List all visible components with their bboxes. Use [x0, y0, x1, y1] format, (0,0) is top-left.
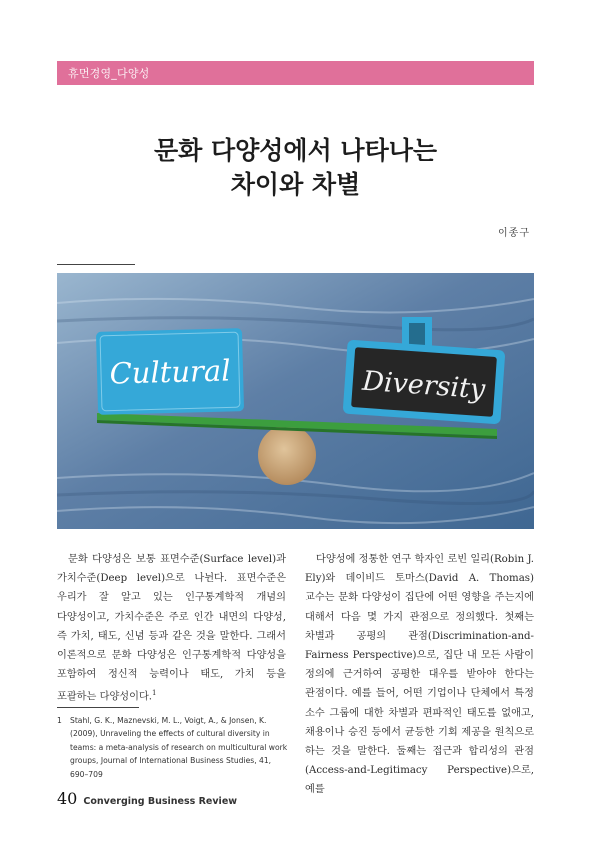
footnote-divider [57, 707, 139, 708]
wooden-fulcrum [258, 425, 316, 485]
left-column [57, 550, 286, 707]
cultural-sign-text: Cultural [109, 353, 231, 391]
page-footer [57, 789, 237, 808]
footnote-text: Stahl, G. K., Maznevski, M. L., Voigt, A., & Jonsen, K. (2009), Unraveling the effects of cultural diversity in teams: a meta-analysis of research on multicultural work groups, Journal of International Business Studies, 41, 690–709 [70, 716, 288, 779]
left-paragraph-text: 문화 다양성은 보통 표면수준(Surface level)과 가치수준(Deep level)으로 나뉜다. 표면수준은 우리가 잘 알고 있는 인구통계학적 개념의 다양성이고, 가치수준은 주로 인간 내면의 다양성, 즉 가치, 태도, 신념 등과 같은 것을 말한다. 그래서 이론적으로 문화 다양성은 인구통계학적 다양성을 포함하여 정신적 능력이나 태도, 가치 등을 포괄하는 다양성이다. [57, 554, 286, 703]
journal-name: Converging Business Review [83, 796, 238, 807]
title-line-2: 차이와 차별 [230, 170, 361, 199]
footnote-number: 1 [57, 716, 62, 725]
footnote [57, 714, 289, 781]
page-number: 40 [57, 789, 78, 808]
title-divider [57, 264, 135, 265]
title-line-1: 문화 다양성에서 나타나는 [153, 136, 438, 165]
footnote-ref: 1 [152, 689, 157, 698]
article-photo [57, 273, 534, 529]
category-bar [57, 61, 534, 85]
article-title [57, 134, 534, 202]
cultural-diversity-seesaw-image [57, 273, 534, 529]
cultural-sign [96, 328, 244, 415]
left-paragraph [57, 550, 286, 707]
right-column [305, 550, 534, 800]
diversity-sign-text: Diversity [361, 365, 487, 406]
author-name: 이종구 [498, 228, 530, 239]
category-label: 휴먼경영_다양성 [68, 67, 150, 80]
right-paragraph: 다양성에 정통한 연구 학자인 로빈 일리(Robin J. Ely)와 데이비드 토마스(David A. Thomas) 교수는 문화 다양성이 집단에 어떤 영향을 주는지에 대해서 다음 몇 가지 관점으로 정의했다. 첫째는 차별과 공평의 관점(Discrimination-and-Fairness Perspective)으로, 집단 내 모든 사람이 정의에 근거하여 공평한 대우를 받아야 한다는 관점이다. 예를 들어, 어떤 기업이나 단체에서 특정 소수 그룹에 대한 차별과 편파적인 태도를 없애고, 채용이나 승진 등에서 균등한 기회 제공을 원칙으로 하는 것을 말한다. 둘째는 접근과 합리성의 관점(Access-and-Legitimacy Perspective)으로, 예를 [305, 554, 534, 796]
